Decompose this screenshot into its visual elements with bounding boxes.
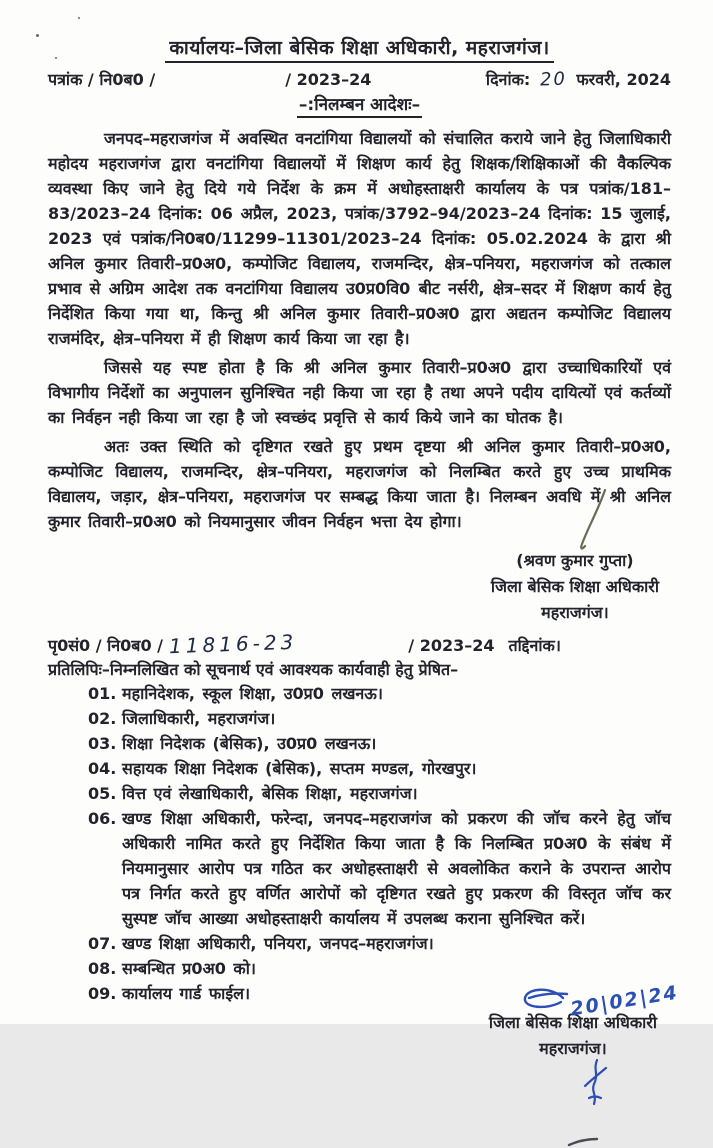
item-number: 07. — [88, 934, 117, 953]
date-label: दिनांक: — [485, 70, 531, 89]
date-month-year: फरवरी, 2024 — [576, 70, 671, 89]
list-item — [48, 681, 671, 706]
letter-number-label: पत्रांक / नि0ब0 / — [48, 70, 156, 89]
item-text: खण्ड शिक्षा अधिकारी, पनियरा, जनपद–महराजगंज। — [122, 934, 434, 953]
signature-block-bottom — [488, 981, 681, 1062]
item-text: वित्त एवं लेखाधिकारी, बेसिक शिक्षा, महराजगंज। — [122, 784, 418, 803]
bottom-designation: जिला बेसिक शिक्षा अधिकारी — [488, 1013, 657, 1032]
item-number: 03. — [88, 734, 117, 753]
item-text: जिलाधिकारी, महराजगंज। — [122, 709, 276, 728]
handwritten-blue-date: 20|02|24 — [568, 981, 681, 1021]
signatory-place: महराजगंज। — [541, 603, 609, 622]
list-item — [48, 756, 671, 781]
item-number: 05. — [88, 784, 117, 803]
list-item — [48, 731, 671, 756]
scan-speck — [36, 34, 39, 37]
reference-line — [48, 68, 671, 90]
signatory-designation: जिला बेसिक शिक्षा अधिकारी — [490, 577, 659, 596]
item-text: शिक्षा निदेशक (बेसिक), उ0प्र0 लखनऊ। — [122, 734, 377, 753]
letter-year: / 2023–24 — [285, 70, 372, 89]
item-text: कार्यालय गार्ड फाईल। — [122, 984, 251, 1003]
item-text: सहायक शिक्षा निदेशक (बेसिक), सप्तम मण्डल, गोरखपुर। — [122, 759, 477, 778]
endorsement-year: / 2023–24 — [408, 636, 495, 655]
signature-ink-stroke — [572, 486, 612, 554]
copy-to-list — [48, 681, 671, 1006]
item-text: खण्ड शिक्षा अधिकारी, फरेन्दा, जनपद–महराजगंज को प्रकरण की जॉच करने हेतु जॉच अधिकारी नामित करते हुए निर्देशित किया जाता है कि निलम्बित प्र0अ0 के संबंध में नियमानुसार आरोप पत्र गठित कर अधोहस्ताक्षरी से अवलोकित कराने के उपरान्त आरोप पत्र निर्गत करते हुए वर्णित आरोपों को दृष्टिगत रखते हुए प्रकरण की विस्तृत जॉच कर सुस्पष्ट जॉच आख्या अधोहस्ताक्षरी कार्यालय में उपलब्ध कराना सुनिश्चित करें। — [122, 809, 671, 928]
copy-to-heading: प्रतिलिपिः–निम्नलिखित को सूचनार्थ एवं आवश्यक कार्यवाही हेतु प्रेषित– — [48, 660, 459, 679]
office-title: कार्यालयः–जिला बेसिक शिक्षा अधिकारी, महराजगंज। — [165, 34, 553, 63]
endorsement-reference-line — [48, 629, 671, 659]
item-text: महानिदेशक, स्कूल शिक्षा, उ0प्र0 लखनऊ। — [122, 684, 383, 703]
bottom-place: महराजगंज। — [539, 1039, 607, 1058]
item-number: 06. — [88, 809, 117, 828]
list-item — [48, 706, 671, 731]
list-item — [48, 956, 671, 981]
item-number: 09. — [88, 984, 117, 1003]
blue-signature-flourish — [517, 984, 577, 1020]
item-text: सम्बन्धित प्र0अ0 को। — [122, 959, 256, 978]
endorsement-number-label: पृ0सं0 / नि0ब0 / — [48, 636, 163, 655]
handwritten-day: 20 — [539, 68, 568, 91]
endorsement-same-date: तद्दिनांक। — [508, 636, 561, 655]
letter-date — [486, 68, 671, 90]
body-paragraph-3: अतः उक्त स्थिति को दृष्टिगत रखते हुए प्रथम दृष्टया श्री अनिल कुमार तिवारी–प्र0अ0, कम्पोजिट विद्यालय, राजमन्दिर, क्षेत्र–पनियरा, महराजगंज को निलम्बित करते हुए उच्च प्राथमिक विद्यालय, जड़ार, क्षेत्र–पनियरा, महराजगंज पर सम्बद्ध किया जाता है। निलम्बन अवधि में श्री अनिल कुमार तिवारी–प्र0अ0 को नियमानुसार जीवन निर्वहन भत्ता देय होगा। — [48, 437, 671, 531]
item-number: 08. — [88, 959, 117, 978]
blue-ink-squiggle — [581, 1058, 609, 1110]
item-number: 01. — [88, 684, 117, 703]
handwritten-ref-number: 11816-23 — [168, 629, 298, 659]
body-paragraph-2: जिससे यह स्पष्ट होता है कि श्री अनिल कुमार तिवारी–प्र0अ0 द्वारा उच्चाधिकारियों एवं विभागीय निर्देशों का अनुपालन सुनिश्चित नही किया जा रहा है तथा अपने पदीय दायित्यों एवं कर्तव्यों का निर्वहन नही किया जा रहा है जो स्वच्छंद प्रवृत्ति से कार्य किये जाने का घोतक है। — [48, 358, 671, 427]
signatory-name: (श्रवण कुमार गुप्ता) — [516, 551, 634, 570]
signature-block-officer — [491, 548, 659, 626]
body-paragraph-1: जनपद–महराजगंज में अवस्थित वनटांगिया विद्यालयों को संचालित कराये जाने हेतु जिलाधिकारी महोदय महराजगंज द्वारा वनटांगिया विद्यालयों में शिक्षण कार्य हेतु शिक्षक/शिक्षिकाओं की वैकल्पिक व्यवस्था किए जाने हेतु दिये गये निर्देश के क्रम में अधोहस्ताक्षरी कार्यालय के पत्र पत्रांक/181–83/2023–24 दिनांक: 06 अप्रैल, 2023, पत्रांक/3792–94/2023–24 दिनांक: 15 जुलाई, 2023 एवं पत्रांक/नि0ब0/11299–11301/2023–24 दिनांक: 05.02.2024 के द्वारा श्री अनिल कुमार तिवारी–प्र0अ0, कम्पोजिट विद्यालय, राजमन्दिर, क्षेत्र–पनियरा, महराजगंज को तत्काल प्रभाव से अग्रिम आदेश तक वनटांगिया विद्यालय उ0प्र0वि0 बीट नर्सरी, क्षेत्र–सदर में शिक्षण कार्य हेतु निर्देशित किया गया था, किन्तु श्री अनिल कुमार तिवारी–प्र0अ0 द्वारा अद्यतन कम्पोजिट विद्यालय राजमंदिर, क्षेत्र–पनियरा में ही शिक्षण कार्य किया जा रहा है। — [48, 129, 671, 348]
pen-dash-mark — [566, 1136, 600, 1148]
list-item — [48, 806, 671, 931]
item-number: 04. — [88, 759, 117, 778]
item-number: 02. — [88, 709, 117, 728]
list-item — [48, 781, 671, 806]
list-item — [48, 931, 671, 956]
order-title: –:निलम्बन आदेशः– — [297, 92, 422, 118]
scan-speck — [55, 57, 57, 59]
scan-speck — [78, 17, 80, 19]
